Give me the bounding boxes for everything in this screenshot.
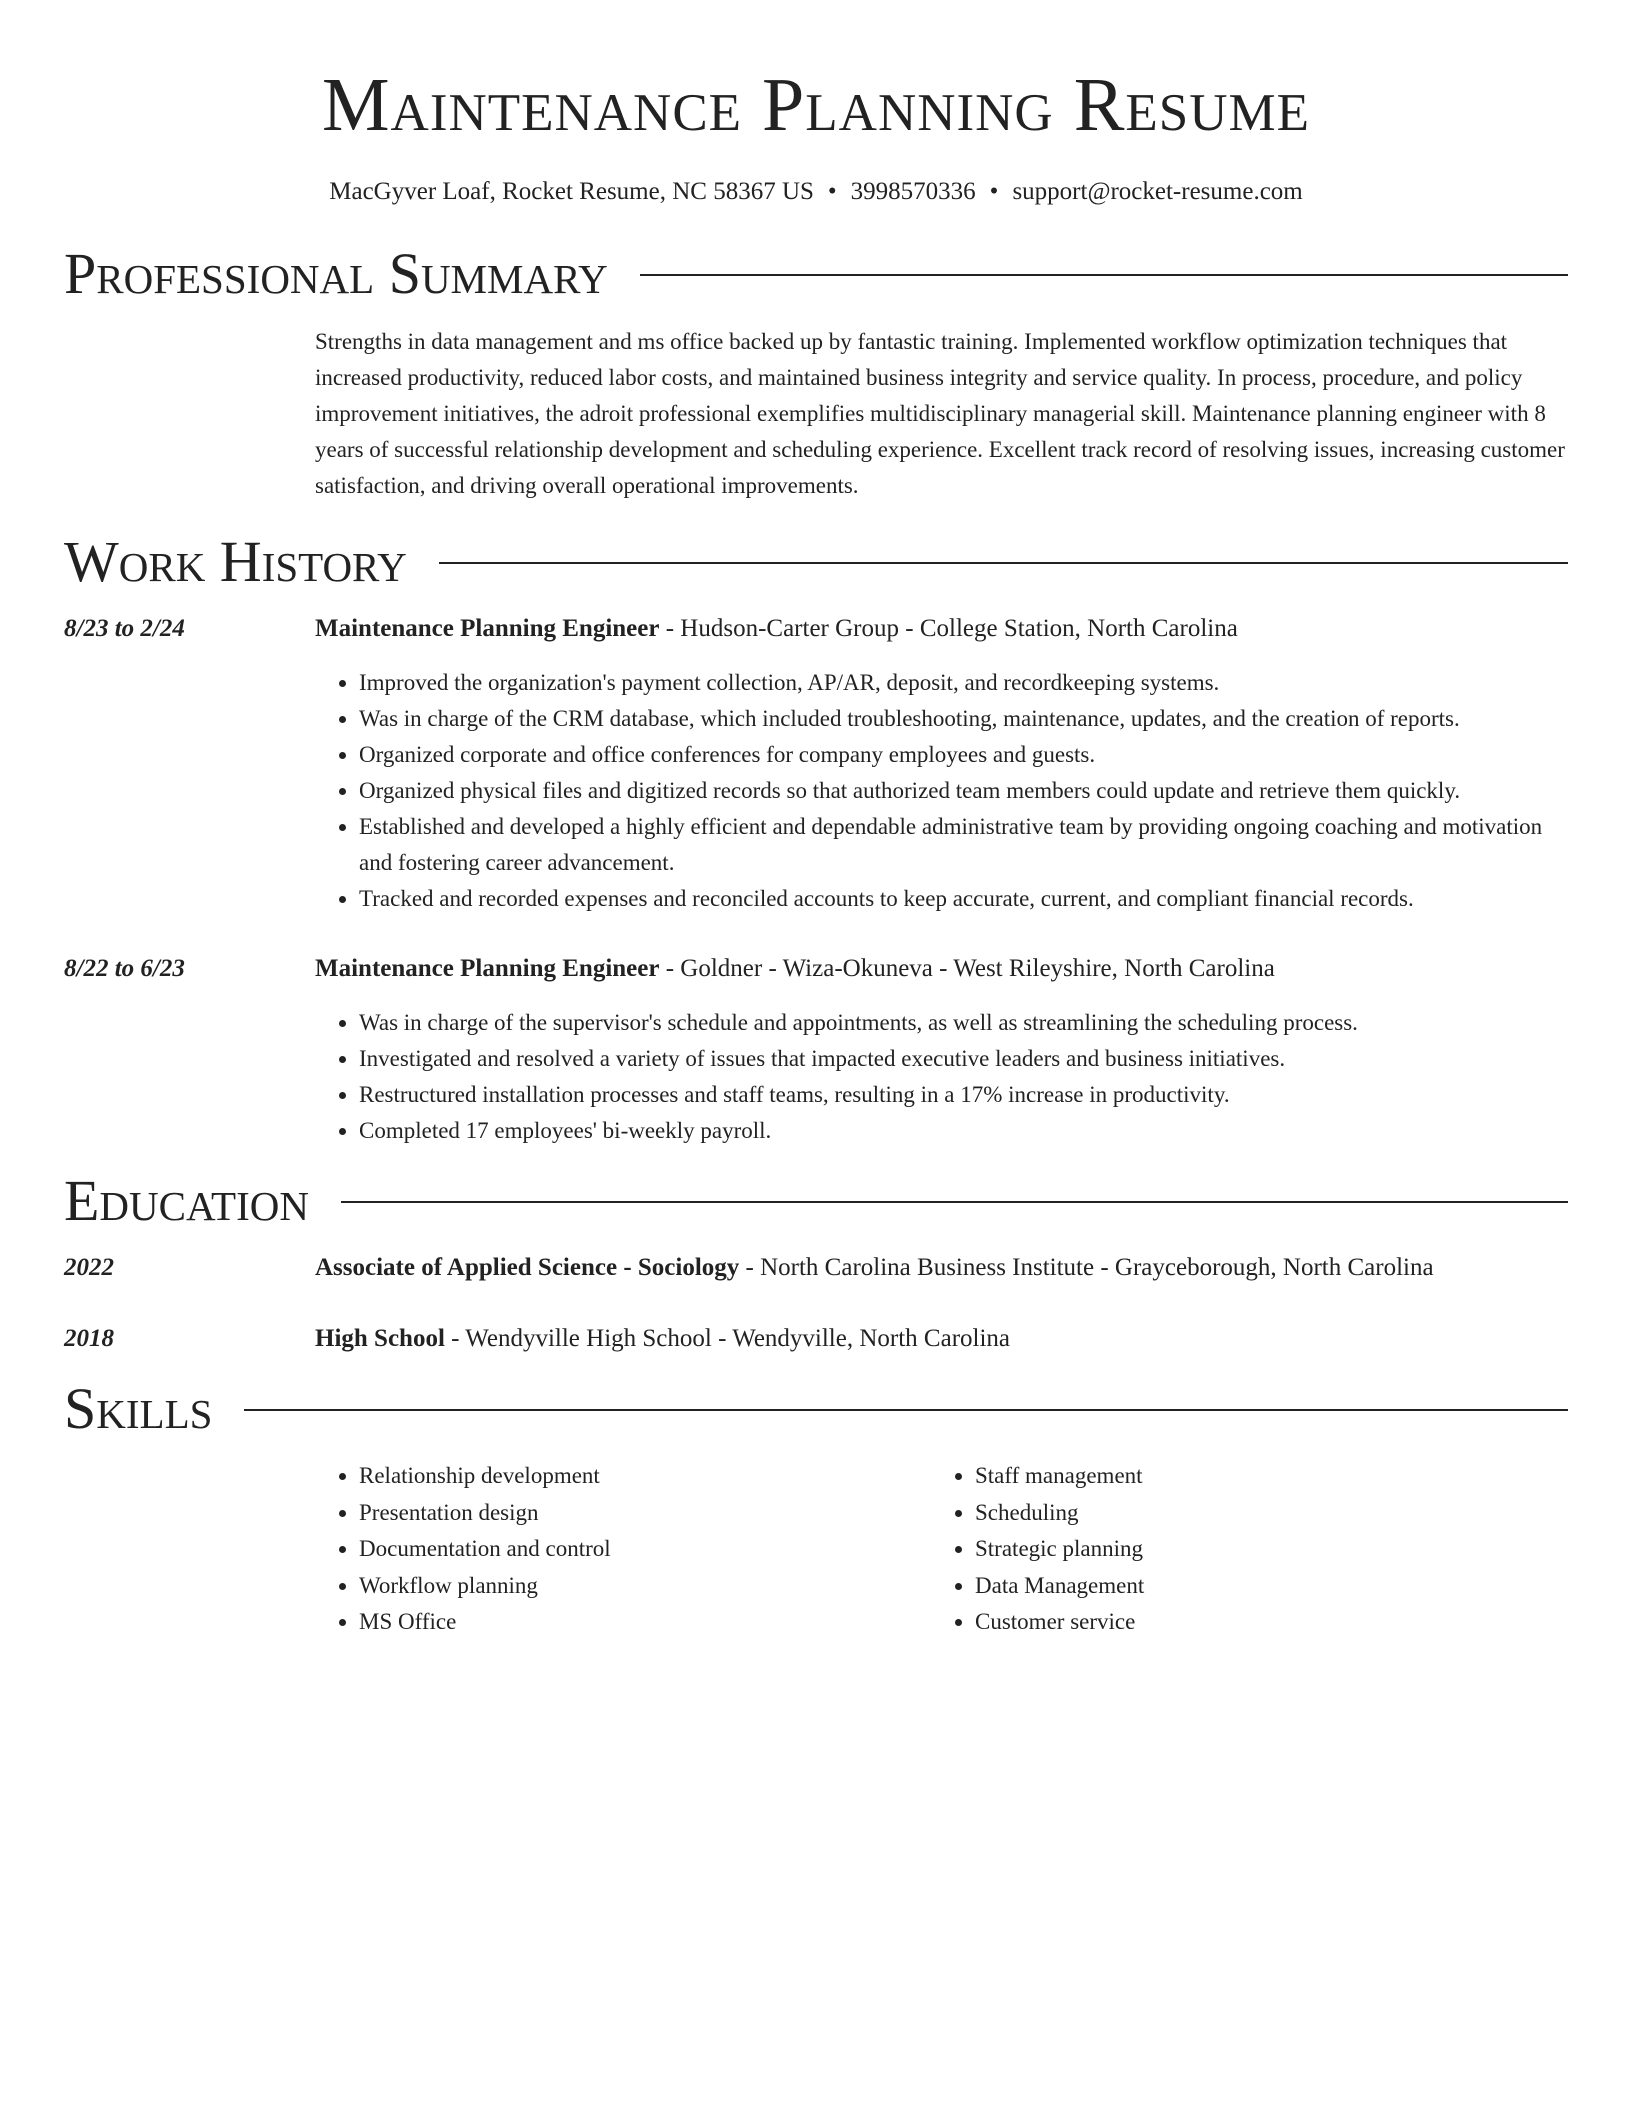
job-bullet: • Tracked and recorded expenses and reconciled accounts to keep accurate, current, and compliant financial records. (359, 881, 1568, 917)
education-year: 2022 (64, 1254, 114, 1281)
skill-item: • MS Office (359, 1604, 931, 1641)
job-bullet: • Organized physical files and digitized records so that authorized team members could update and retrieve them quickly. (359, 773, 1568, 809)
education-year: 2018 (64, 1325, 114, 1352)
skill-item: • Relationship development (359, 1458, 931, 1495)
section-divider (341, 1201, 1568, 1203)
job-title: Maintenance Planning Engineer (315, 615, 660, 642)
skill-item: • Workflow planning (359, 1568, 931, 1605)
work-section-header (64, 530, 1568, 594)
job-bullet: • Investigated and resolved a variety of issues that impacted executive leaders and business initiatives. (359, 1041, 1568, 1077)
job-bullet: • Established and developed a highly efficient and dependable administrative team by providing ongoing coaching and motivation and fostering career advancement. (359, 809, 1568, 881)
job-dates: 8/22 to 6/23 (64, 955, 185, 982)
job-bullet: • Was in charge of the supervisor's schedule and appointments, as well as streamlining the scheduling process. (359, 1005, 1568, 1041)
education-school: - Wendyville High School - Wendyville, North Carolina (444, 1325, 1011, 1352)
job-header (315, 611, 1568, 647)
skill-item: • Data Management (975, 1568, 1547, 1605)
job-entry (64, 611, 1568, 917)
skills-column-left (315, 1458, 931, 1641)
skills-section-header (64, 1377, 1568, 1441)
summary-section-header (64, 242, 1568, 306)
contact-email: support@rocket-resume.com (1012, 178, 1303, 205)
education-entry (64, 1250, 1568, 1286)
education-entry (64, 1321, 1568, 1357)
contact-line (64, 176, 1568, 208)
job-title: Maintenance Planning Engineer (315, 955, 660, 982)
summary-text: Strengths in data management and ms office backed up by fantastic training. Implemented workflow optimization techniques that increased productivity, reduced labor costs, and maintained business integrity and service quality. In process, procedure, and policy improvement initiatives, the adroit professional exemplifies multidisciplinary managerial skill. Maintenance planning engineer with 8 years of successful relationship development and scheduling experience. Excellent track record of resolving issues, increasing customer satisfaction, and driving overall operational improvements. (315, 329, 1565, 498)
summary-heading: Professional Summary (64, 241, 608, 306)
skill-item: • Staff management (975, 1458, 1547, 1495)
skills-heading: Skills (64, 1376, 213, 1441)
job-header (315, 951, 1568, 987)
job-bullet: • Organized corporate and office conferences for company employees and guests. (359, 737, 1568, 773)
education-heading: Education (64, 1168, 309, 1233)
job-bullet: • Improved the organization's payment collection, AP/AR, deposit, and recordkeeping systems. (359, 665, 1568, 701)
education-school: - North Carolina Business Institute - Grayceborough, North Carolina (739, 1254, 1434, 1281)
resume-title: Maintenance Planning Resume (321, 63, 1311, 147)
education-degree: Associate of Applied Science - Sociology (315, 1254, 740, 1281)
education-section-header (64, 1169, 1568, 1233)
contact-phone: 3998570336 (850, 178, 976, 205)
skill-item: • Scheduling (975, 1495, 1547, 1532)
resume-page (64, 0, 1568, 1641)
job-company: - Hudson-Carter Group - College Station, North Carolina (659, 615, 1238, 642)
education-degree: High School (315, 1325, 445, 1352)
job-bullets (315, 665, 1568, 917)
education-header (315, 1250, 1568, 1286)
contact-address: MacGyver Loaf, Rocket Resume, NC 58367 US (329, 178, 814, 205)
skill-item: • Presentation design (359, 1495, 931, 1532)
work-heading: Work History (64, 529, 407, 594)
job-bullet: • Completed 17 employees' bi-weekly payroll. (359, 1113, 1568, 1149)
education-header (315, 1321, 1568, 1357)
job-dates: 8/23 to 2/24 (64, 615, 185, 642)
skills-column-right (931, 1458, 1547, 1641)
contact-separator: • (989, 178, 999, 205)
section-divider (439, 562, 1568, 564)
section-divider (244, 1409, 1568, 1411)
contact-separator: • (827, 178, 837, 205)
skills-list (315, 1458, 1568, 1641)
skill-item: • Strategic planning (975, 1531, 1547, 1568)
job-bullets (315, 1005, 1568, 1149)
section-divider (640, 274, 1568, 276)
job-company: - Goldner - Wiza-Okuneva - West Rileyshire, North Carolina (659, 955, 1275, 982)
job-bullet: • Restructured installation processes and staff teams, resulting in a 17% increase in productivity. (359, 1077, 1568, 1113)
job-entry (64, 951, 1568, 1149)
skill-item: • Customer service (975, 1604, 1547, 1641)
skill-item: • Documentation and control (359, 1531, 931, 1568)
job-bullet: • Was in charge of the CRM database, which included troubleshooting, maintenance, updates, and the creation of reports. (359, 701, 1568, 737)
